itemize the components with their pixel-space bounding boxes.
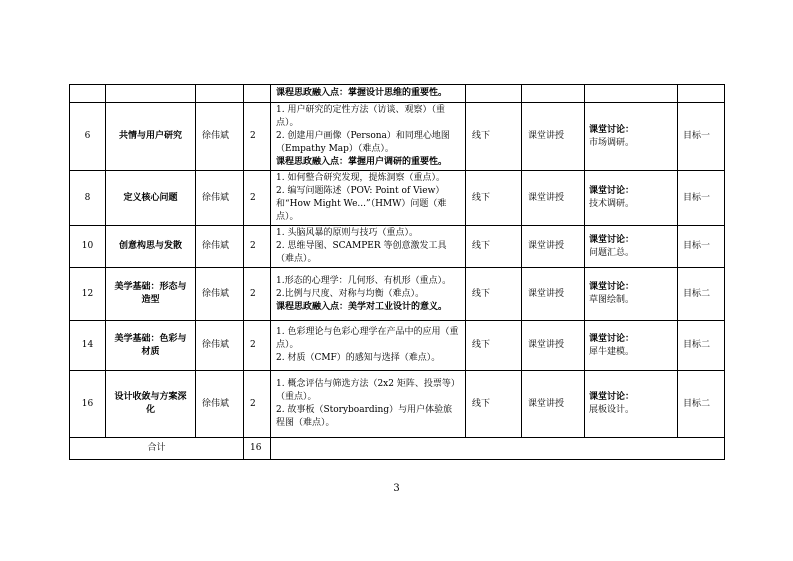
- cell-method: 课堂讲授: [522, 171, 585, 226]
- content-item: 1.形态的心理学：几何形、有机形（重点）。: [276, 275, 452, 286]
- cell-num: 10: [70, 226, 106, 268]
- cell-topic: 美学基础：形态与造型: [106, 268, 196, 321]
- activity-detail: 市场调研。: [589, 137, 635, 148]
- total-empty: [271, 438, 725, 460]
- cell-hours: 2: [244, 171, 271, 226]
- activity-title: 课堂讨论：: [589, 124, 635, 135]
- content-item: 1. 概念评估与筛选方法（2x2 矩阵、投票等）（重点）。: [276, 379, 460, 402]
- cell-num: [70, 85, 106, 103]
- table-row: [70, 321, 725, 371]
- cell-objective: 目标一: [678, 103, 725, 171]
- cell-activity: [585, 268, 678, 321]
- cell-objective: 目标一: [678, 226, 725, 268]
- cell-teacher: 徐伟斌: [196, 371, 244, 438]
- cell-method: 课堂讲授: [522, 103, 585, 171]
- activity-title: 课堂讨论：: [589, 186, 635, 196]
- cell-mode: 线下: [466, 226, 522, 268]
- activity-detail: 犀牛建模。: [589, 346, 635, 357]
- cell-mode: 线下: [466, 268, 522, 321]
- table-row: [70, 103, 725, 171]
- cell-method: 课堂讲授: [522, 371, 585, 438]
- activity-title: 课堂讨论：: [589, 333, 635, 344]
- cell-teacher: [196, 85, 244, 103]
- cell-topic: 定义核心问题: [106, 171, 196, 226]
- ideology-point: 课程思政融入点：美学对工业设计的意义。: [276, 301, 448, 312]
- page-number: 3: [393, 483, 400, 494]
- cell-content: [271, 85, 466, 103]
- cell-teacher: 徐伟斌: [196, 268, 244, 321]
- cell-topic: 共情与用户研究: [106, 103, 196, 171]
- cell-method: [522, 85, 585, 103]
- activity-title: 课堂讨论：: [589, 234, 635, 245]
- cell-content: [271, 321, 466, 371]
- cell-teacher: 徐伟斌: [196, 103, 244, 171]
- table-row: [70, 268, 725, 321]
- cell-mode: 线下: [466, 103, 522, 171]
- cell-topic: 美学基础：色彩与材质: [106, 321, 196, 371]
- cell-mode: 线下: [466, 321, 522, 371]
- content-item: 2. 编写问题陈述（POV: Point of View）和“How Might We...”（HMW）问题（难点）。: [276, 186, 447, 222]
- cell-mode: [466, 85, 522, 103]
- cell-hours: 2: [244, 321, 271, 371]
- cell-hours: 2: [244, 103, 271, 171]
- activity-detail: 草图绘制。: [589, 295, 635, 305]
- table-row: [70, 85, 725, 103]
- activity-title: 课堂讨论：: [589, 282, 635, 292]
- cell-content: [271, 171, 466, 226]
- course-schedule-table: [69, 84, 725, 460]
- table-row: [70, 371, 725, 438]
- cell-teacher: 徐伟斌: [196, 321, 244, 371]
- activity-title: 课堂讨论：: [589, 392, 635, 402]
- activity-detail: 展板设计。: [589, 405, 635, 415]
- cell-activity: [585, 171, 678, 226]
- ideology-point: 课程思政融入点：掌握用户调研的重要性。: [276, 157, 448, 167]
- content-item: 1. 如何整合研究发现，提炼洞察（重点）。: [276, 173, 445, 183]
- content-item: 1. 色彩理论与色彩心理学在产品中的应用（重点）。: [276, 327, 459, 350]
- cell-num: 12: [70, 268, 106, 321]
- table-row: [70, 171, 725, 226]
- total-row: [70, 438, 725, 460]
- cell-activity: [585, 103, 678, 171]
- cell-content: [271, 226, 466, 268]
- activity-detail: 技术调研。: [589, 199, 635, 209]
- cell-method: 课堂讲授: [522, 268, 585, 321]
- cell-objective: 目标二: [678, 321, 725, 371]
- cell-objective: 目标一: [678, 171, 725, 226]
- cell-method: 课堂讲授: [522, 226, 585, 268]
- content-item: 2.比例与尺度、对称与均衡（难点）。: [276, 288, 425, 299]
- content-item: 2. 材质（CMF）的感知与选择（难点）。: [276, 353, 441, 363]
- ideology-point: 课程思政融入点：掌握设计思维的重要性。: [276, 88, 448, 98]
- cell-hours: 2: [244, 226, 271, 268]
- total-label: 合计: [70, 438, 244, 460]
- cell-teacher: 徐伟斌: [196, 171, 244, 226]
- content-item: 2. 创建用户画像（Persona）和同理心地图（Empathy Map）（难点）。: [276, 131, 450, 154]
- cell-topic: [106, 85, 196, 103]
- cell-hours: 2: [244, 268, 271, 321]
- cell-num: 16: [70, 371, 106, 438]
- cell-objective: 目标二: [678, 371, 725, 438]
- cell-topic: 设计收敛与方案深化: [106, 371, 196, 438]
- cell-objective: [678, 85, 725, 103]
- cell-activity: [585, 321, 678, 371]
- cell-num: 14: [70, 321, 106, 371]
- content-item: 2. 故事板（Storyboarding）与用户体验旅程图（难点）。: [276, 405, 453, 428]
- cell-hours: 2: [244, 371, 271, 438]
- cell-topic: 创意构思与发散: [106, 226, 196, 268]
- cell-content: [271, 103, 466, 171]
- table-row: [70, 226, 725, 268]
- activity-detail: 问题汇总。: [589, 247, 635, 258]
- cell-objective: 目标二: [678, 268, 725, 321]
- cell-num: 6: [70, 103, 106, 171]
- cell-activity: [585, 371, 678, 438]
- cell-num: 8: [70, 171, 106, 226]
- cell-hours: [244, 85, 271, 103]
- content-item: 1. 头脑风暴的原则与技巧（重点）。: [276, 228, 418, 238]
- cell-activity: [585, 226, 678, 268]
- cell-activity: [585, 85, 678, 103]
- content-item: 2. 思维导图、SCAMPER 等创意激发工具（难点）。: [276, 241, 447, 264]
- cell-mode: 线下: [466, 171, 522, 226]
- total-hours: 16: [244, 438, 271, 460]
- cell-teacher: 徐伟斌: [196, 226, 244, 268]
- cell-mode: 线下: [466, 371, 522, 438]
- cell-method: 课堂讲授: [522, 321, 585, 371]
- cell-content: [271, 268, 466, 321]
- content-item: 1. 用户研究的定性方法（访谈、观察）（重点）。: [276, 105, 445, 128]
- cell-content: [271, 371, 466, 438]
